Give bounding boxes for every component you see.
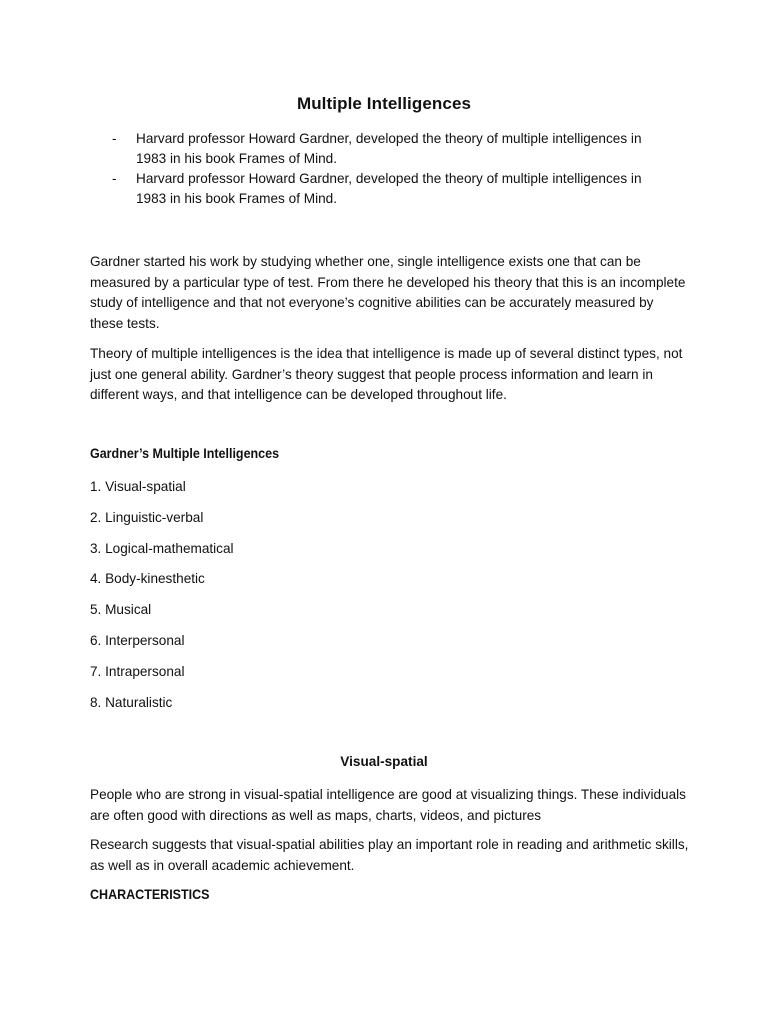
page-title: Multiple Intelligences	[296, 94, 472, 113]
bullet-text: Harvard professor Howard Gardner, developed the theory of multiple intelligences in 1983 in his book Frames of Mind.	[136, 171, 642, 206]
list-item	[112, 169, 672, 209]
list-item: 4. Body-kinesthetic	[90, 571, 205, 587]
bullet-text: Harvard professor Howard Gardner, developed the theory of multiple intelligences in 1983 in his book Frames of Mind.	[136, 131, 642, 166]
list-item: 2. Linguistic-verbal	[90, 509, 204, 525]
intelligences-list	[90, 477, 234, 723]
list-heading: Gardner’s Multiple Intelligences	[90, 446, 280, 461]
section-heading: Visual-spatial	[340, 754, 428, 769]
bullet-marker: -	[112, 171, 117, 186]
list-item: 5. Musical	[90, 602, 152, 618]
list-item	[112, 129, 672, 169]
bullet-marker: -	[112, 131, 117, 146]
list-item: 6. Interpersonal	[90, 632, 185, 648]
list-item: 3. Logical-mathematical	[90, 540, 234, 556]
section-paragraph: People who are strong in visual-spatial intelligence are good at visualizing things. These individuals are often good with directions as well as maps, charts, videos, and pictures	[90, 787, 686, 823]
intro-bullet-list	[112, 129, 672, 209]
list-item: 8. Naturalistic	[90, 694, 173, 710]
intro-paragraph: Gardner started his work by studying whether one, single intelligence exists one that can be measured by a particular type of test. From there he developed his theory that this is an incomplete study of intelligence and that not everyone’s cognitive abilities can be accurately measured by these tests.	[90, 254, 686, 331]
section-paragraph: Research suggests that visual-spatial abilities play an important role in reading and arithmetic skills, as well as in overall academic achievement.	[90, 837, 689, 873]
characteristics-heading: CHARACTERISTICS	[90, 887, 210, 902]
list-item: 1. Visual-spatial	[90, 479, 186, 494]
theory-paragraph: Theory of multiple intelligences is the idea that intelligence is made up of several distinct types, not just one general ability. Gardner’s theory suggest that people process information and learn in different ways, and that intelligence can be developed throughout life.	[90, 346, 683, 402]
list-item: 7. Intrapersonal	[90, 663, 185, 679]
